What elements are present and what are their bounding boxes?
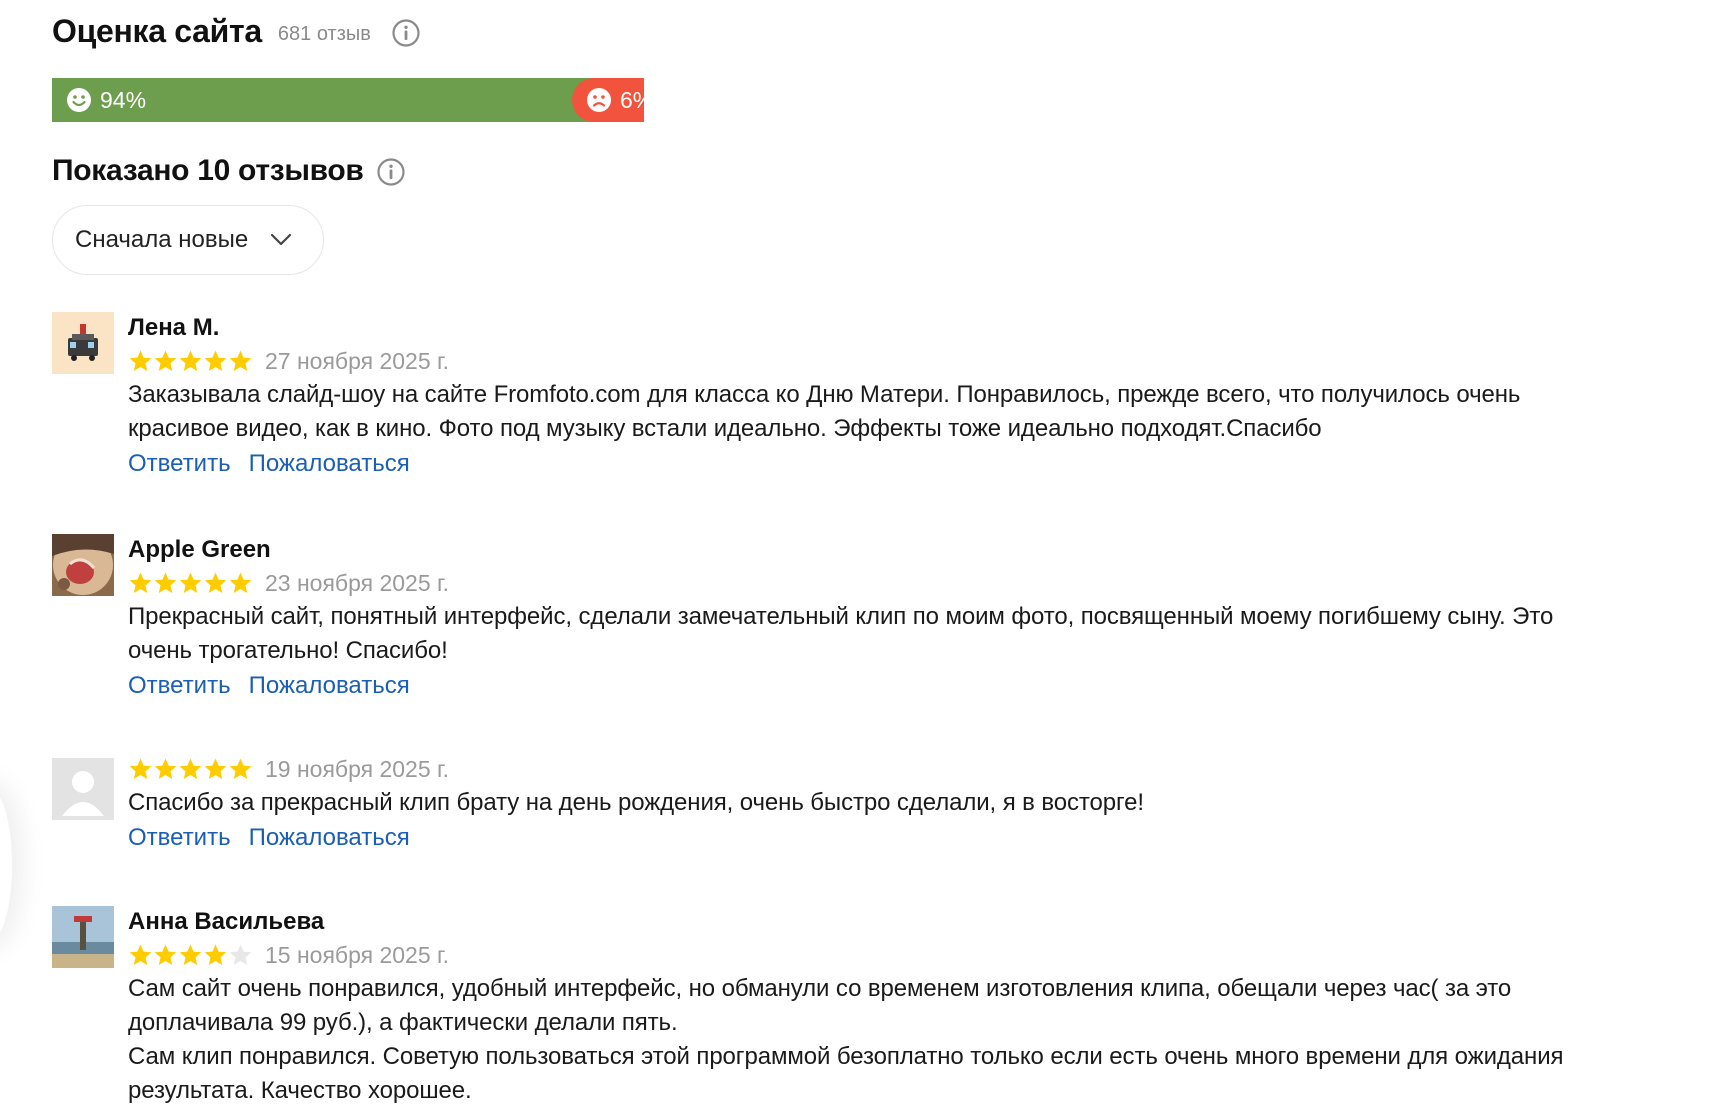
star-filled-icon <box>153 349 178 373</box>
review-text-line: Заказывала слайд-шоу на сайте Fromfoto.com для класса ко Дню Матери. Понравилось, прежде всего, что получилось очень <box>128 381 1521 408</box>
star-rating <box>128 571 253 595</box>
review-meta <box>128 938 1718 972</box>
review-body <box>128 534 1718 704</box>
page-title: Оценка сайта <box>52 12 262 49</box>
sort-selected-value: Сначала новые <box>75 226 249 253</box>
star-filled-icon <box>228 757 253 781</box>
info-icon[interactable] <box>391 18 421 48</box>
rating-bar-negative <box>572 78 654 122</box>
avatar[interactable] <box>52 906 114 968</box>
review-text <box>128 786 1718 820</box>
star-rating <box>128 943 253 967</box>
star-rating <box>128 757 253 781</box>
reviewer-name[interactable]: Лена М. <box>128 314 220 341</box>
review-actions <box>128 820 1718 856</box>
star-filled-icon <box>178 943 203 967</box>
review-text-line: результата. Качество хорошее. <box>128 1077 472 1104</box>
reply-link[interactable]: Ответить <box>128 450 231 477</box>
review-actions <box>128 446 1718 482</box>
star-rating <box>128 349 253 373</box>
review-body <box>128 312 1718 482</box>
reply-link[interactable]: Ответить <box>128 672 231 699</box>
report-link[interactable]: Пожаловаться <box>248 824 410 851</box>
review-text <box>128 972 1718 1108</box>
rating-bar-positive <box>52 78 594 122</box>
review-text-line: очень трогательно! Спасибо! <box>128 637 448 664</box>
star-filled-icon <box>203 757 228 781</box>
reply-link[interactable]: Ответить <box>128 824 231 851</box>
report-link[interactable]: Пожаловаться <box>248 450 410 477</box>
info-icon[interactable] <box>376 157 406 187</box>
review-text-line: Прекрасный сайт, понятный интерфейс, сделали замечательный клип по моим фото, посвященный моему погибшему сыну. Это <box>128 603 1554 630</box>
review-meta <box>128 344 1718 378</box>
star-empty-icon <box>228 943 253 967</box>
star-filled-icon <box>153 943 178 967</box>
review-actions <box>128 668 1718 704</box>
review-body <box>128 752 1718 856</box>
side-shadow <box>0 790 12 940</box>
shown-reviews-title: Показано 10 отзывов <box>52 154 364 187</box>
review-text-line: красивое видео, как в кино. Фото под музыку встали идеально. Эффекты тоже идеально подходят.Спасибо <box>128 415 1322 442</box>
review-date: 15 ноября 2025 г. <box>265 941 449 968</box>
sad-face-icon <box>586 87 612 113</box>
star-filled-icon <box>203 349 228 373</box>
avatar[interactable] <box>52 312 114 374</box>
reviewer-name[interactable]: Apple Green <box>128 536 271 563</box>
rating-header <box>52 10 421 52</box>
review-text-line: Сам клип понравился. Советую пользоваться этой программой безоплатно только если есть очень много времени для ожидания <box>128 1043 1564 1070</box>
shown-header <box>52 150 406 192</box>
chevron-down-icon <box>270 233 292 247</box>
review-count: 681 отзыв <box>277 22 371 45</box>
review-text <box>128 378 1718 446</box>
smile-icon <box>66 87 92 113</box>
star-filled-icon <box>128 943 153 967</box>
report-link[interactable]: Пожаловаться <box>248 672 410 699</box>
star-filled-icon <box>203 571 228 595</box>
review-text-line: Сам сайт очень понравился, удобный интерфейс, но обманули со временем изготовления клипа, обещали через час( за это <box>128 975 1512 1002</box>
star-filled-icon <box>178 757 203 781</box>
star-filled-icon <box>128 571 153 595</box>
star-filled-icon <box>228 349 253 373</box>
review-meta <box>128 752 1718 786</box>
avatar[interactable] <box>52 758 114 820</box>
rating-bar <box>52 78 654 122</box>
star-filled-icon <box>228 571 253 595</box>
star-filled-icon <box>203 943 228 967</box>
avatar[interactable] <box>52 534 114 596</box>
review-text-line: доплачивала 99 руб.), а фактически делали пять. <box>128 1009 678 1036</box>
star-filled-icon <box>153 757 178 781</box>
star-filled-icon <box>153 571 178 595</box>
positive-percent: 94% <box>100 86 147 113</box>
star-filled-icon <box>178 349 203 373</box>
review-date: 27 ноября 2025 г. <box>265 347 449 374</box>
reviewer-name[interactable]: Анна Васильева <box>128 908 325 935</box>
review-meta <box>128 566 1718 600</box>
review-date: 23 ноября 2025 г. <box>265 569 449 596</box>
review-date: 19 ноября 2025 г. <box>265 755 449 782</box>
review-body <box>128 906 1718 1108</box>
star-filled-icon <box>128 757 153 781</box>
review-text <box>128 600 1718 668</box>
sort-dropdown[interactable] <box>52 205 324 275</box>
review-text-line: Спасибо за прекрасный клип брату на день рождения, очень быстро сделали, я в восторге! <box>128 789 1144 816</box>
star-filled-icon <box>178 571 203 595</box>
negative-percent: 6% <box>620 86 654 113</box>
star-filled-icon <box>128 349 153 373</box>
